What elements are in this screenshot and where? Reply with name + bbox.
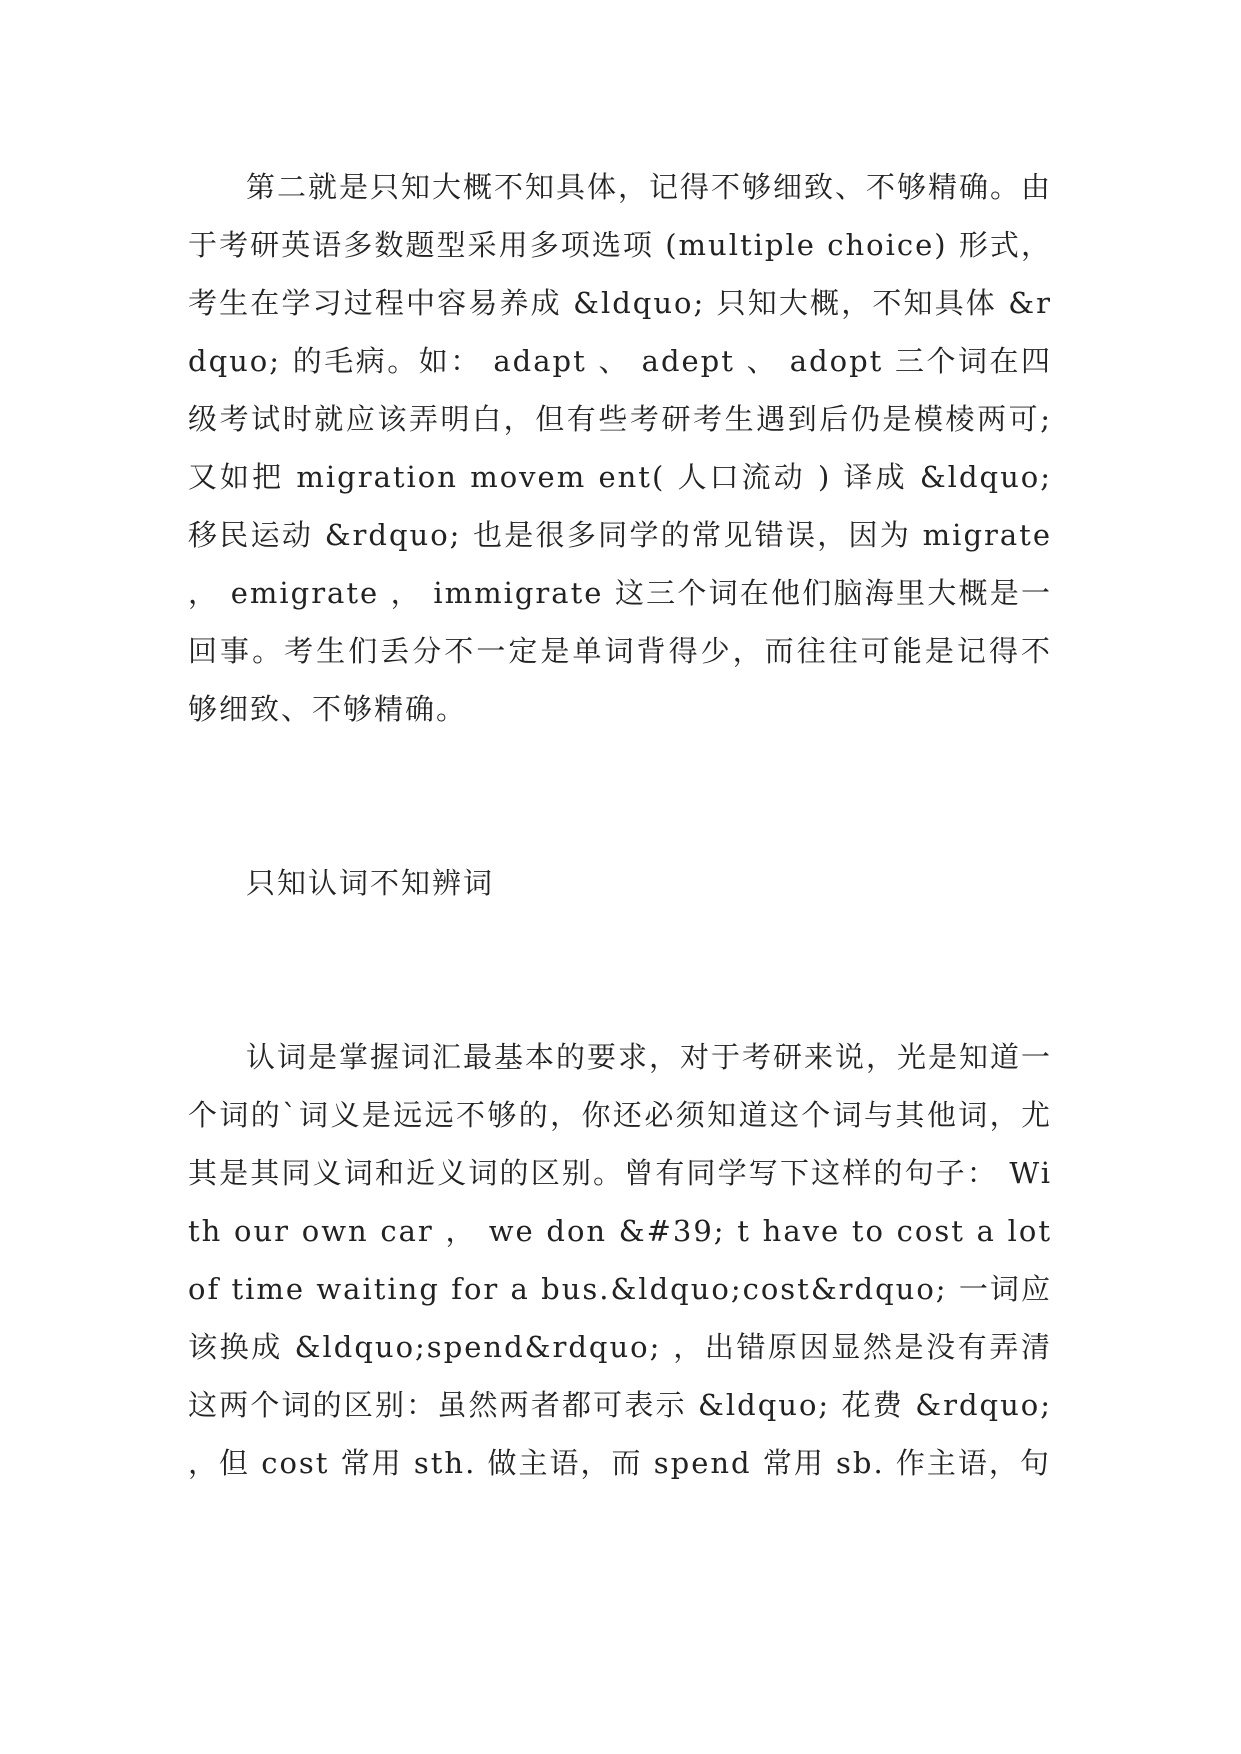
body-paragraph: 认词是掌握词汇最基本的要求，对于考研来说，光是知道一个词的`词义是远远不够的，你还必须知道这个词与其他词，尤其是其同义词和近义词的区别。曾有同学写下这样的句子： With our own car ， we don &#39; t have to cost a lot of time waiting for a bus.&ldquo;cost&rdquo; 一词应该换成 &ldquo;spend&rdquo; ，出错原因显然是没有弄清这两个词的区别：虽然两者都可表示 &ldquo; 花费 &rdquo; ，但 cost 常用 sth. 做主语，而 spend 常用 sb. 作主语，句 xyxy=(188,1040,1053,1480)
text-block-3 xyxy=(188,1028,1052,1492)
section-heading: 只知认词不知辨词 xyxy=(246,866,495,900)
body-paragraph: 第二就是只知大概不知具体，记得不够细致、不够精确。由于考研英语多数题型采用多项选项 (multiple choice) 形式，考生在学习过程中容易养成 &ldquo; 只知大概，不知具体 &rdquo; 的毛病。如： adapt 、 adept 、 adopt 三个词在四级考试时就应该弄明白，但有些考研考生遇到后仍是模棱两可;又如把 migration movem ent( 人口流动 ) 译成 &ldquo; 移民运动 &rdquo; 也是很多同学的常见错误，因为 migrate ， emigrate ， immigrate 这三个词在他们脑海里大概是一回事。考生们丢分不一定是单词背得少，而往往可能是记得不够细致、不够精确。 xyxy=(188,170,1053,726)
text-block-1 xyxy=(188,158,1052,738)
text-block-2 xyxy=(188,854,1052,912)
